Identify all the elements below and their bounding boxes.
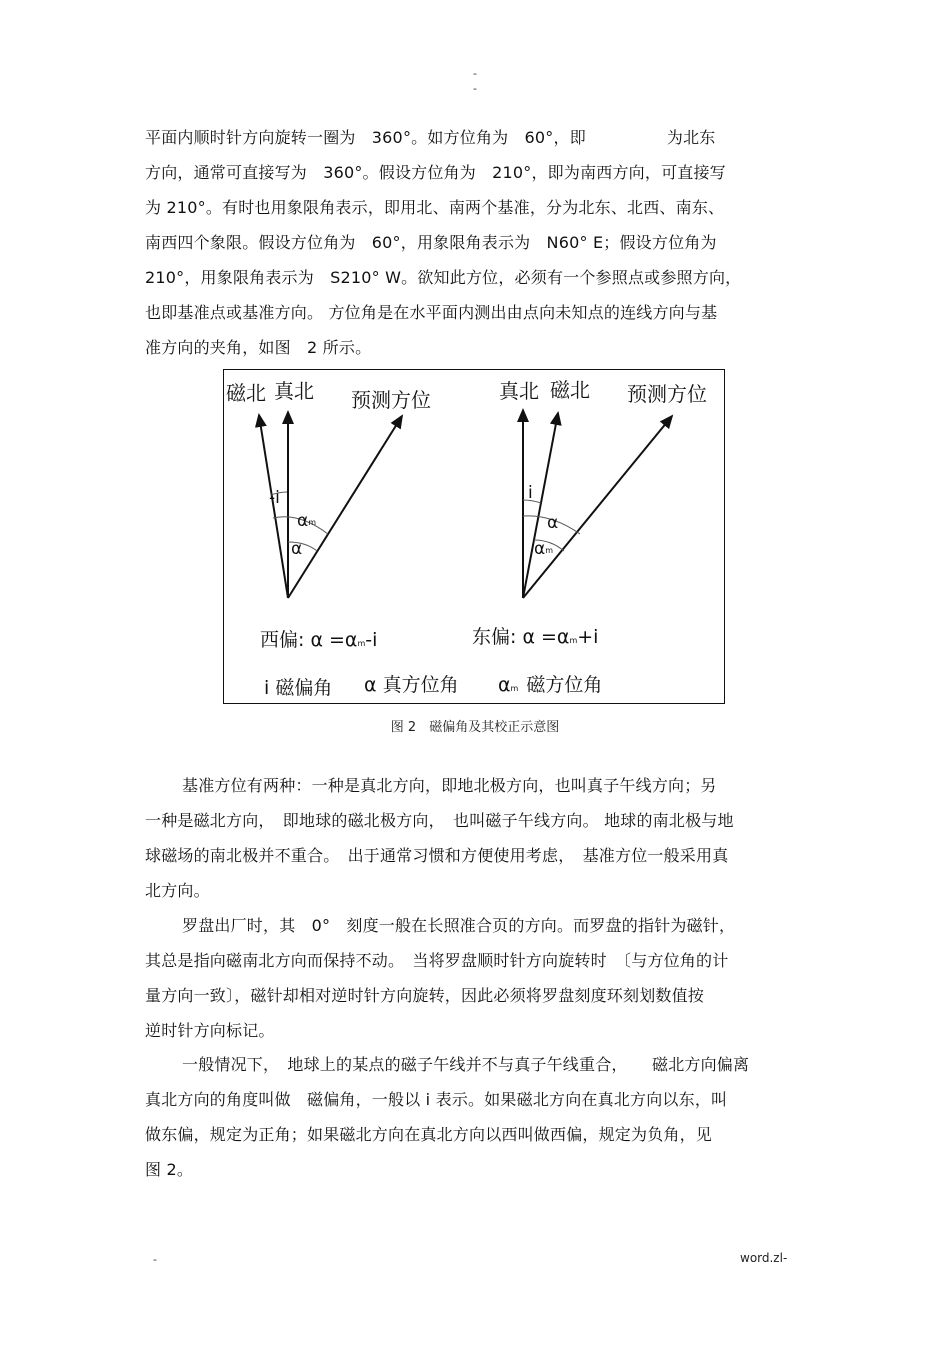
text-line: 量方向一致〕，磁针却相对逆时针方向旋转，因此必须将罗盘刻度环刻划数值按 [145, 986, 705, 1005]
header-mark-top: - [473, 67, 477, 80]
right-predicted-label: 预测方位 [627, 382, 707, 406]
right-true-north-label: 真北 [499, 379, 539, 403]
legend-true-azimuth: α 真方位角 [364, 674, 459, 696]
text-line: 基准方位有两种：一种是真北方向，即地北极方向，也叫真子午线方向；另 [182, 776, 717, 795]
text-line: 准方向的夹角，如图 2 所示。 [145, 338, 372, 357]
right-alpha-label: α [547, 513, 559, 533]
text-line: 逆时针方向标记。 [145, 1021, 275, 1040]
right-magnetic-north-arrow [523, 413, 558, 598]
text-line: 做东偏，规定为正角；如果磁北方向在真北方向以西叫做西偏，规定为负角，见 [145, 1125, 713, 1144]
magnetic-declination-figure [223, 369, 725, 704]
right-alpha-m-label: αm [534, 539, 554, 559]
text-line: 图 2。 [145, 1160, 194, 1179]
text-line: 也即基准点或基准方向。 方位角是在水平面内测出由点向未知点的连线方向与基 [145, 303, 718, 322]
footer-source: word.zl- [740, 1251, 788, 1265]
text-line: 一种是磁北方向， 即地球的磁北极方向， 也叫磁子午线方向。 地球的南北极与地 [145, 811, 734, 830]
legend-magnetic-azimuth: αm 磁方位角 [498, 674, 603, 696]
footer-left-mark: - [153, 1253, 157, 1266]
left-mag-north-label: 磁北 [226, 381, 266, 405]
right-i-label: i [528, 483, 533, 503]
text-line: 球磁场的南北极并不重合。 出于通常习惯和方便使用考虑， 基准方位一般采用真 [145, 846, 729, 865]
paragraph-reference-directions [145, 768, 805, 908]
text-line: 真北方向的角度叫做 磁偏角，一般以 i 表示。如果磁北方向在真北方向以东，叫 [145, 1090, 728, 1109]
text-line: 罗盘出厂时，其 0° 刻度一般在长照准合页的方向。而罗盘的指针为磁针， [182, 916, 736, 935]
right-predicted-direction-arrow [523, 416, 672, 598]
figure-caption: 图 2 磁偏角及其校正示意图 [390, 720, 560, 735]
paragraph-compass [145, 908, 805, 1048]
left-predicted-direction-arrow [288, 416, 402, 598]
left-alpha-label: α [291, 539, 303, 559]
left-true-north-label: 真北 [274, 379, 314, 403]
left-formula: 西偏: α =αm-i [260, 629, 378, 651]
text-line: 为 210°。有时也用象限角表示，即用北、南两个基准，分为北东、北西、南东、 [145, 198, 725, 217]
right-diagram-east-declination [472, 378, 707, 648]
declination-diagram [224, 370, 724, 703]
left-predicted-label: 预测方位 [351, 388, 431, 412]
right-formula: 东偏: α =αm+i [472, 626, 599, 648]
text-line: 210°，用象限角表示为 S210° W。欲知此方位，必须有一个参照点或参照方向， [145, 268, 742, 287]
text-line: 北方向。 [145, 881, 210, 900]
left-i-label: -i [269, 488, 280, 508]
figure-legend [264, 674, 602, 699]
text-line: 南西四个象限。假设方位角为 60°，用象限角表示为 N60° E；假设方位角为 [145, 233, 717, 252]
text-line: 平面内顺时针方向旋转一圈为 360°。如方位角为 60°，即 为北东 [145, 128, 716, 147]
paragraph-azimuth-definition [145, 120, 805, 365]
right-mag-north-label: 磁北 [550, 378, 590, 402]
header-mark-bottom: - [473, 82, 477, 95]
text-line: 其总是指向磁南北方向而保持不动。 当将罗盘顺时针方向旋转时 〔与方位角的计 [145, 951, 729, 970]
text-line: 方向，通常可直接写为 360°。假设方位角为 210°，即为南西方向，可直接写 [145, 163, 726, 182]
paragraph-declination [145, 1047, 805, 1187]
left-diagram-west-declination [226, 379, 431, 651]
text-line: 一般情况下， 地球上的某点的磁子午线并不与真子午线重合， 磁北方向偏离 [182, 1055, 750, 1074]
left-alpha-m-label: αm [297, 511, 317, 531]
legend-declination: i 磁偏角 [264, 677, 333, 699]
